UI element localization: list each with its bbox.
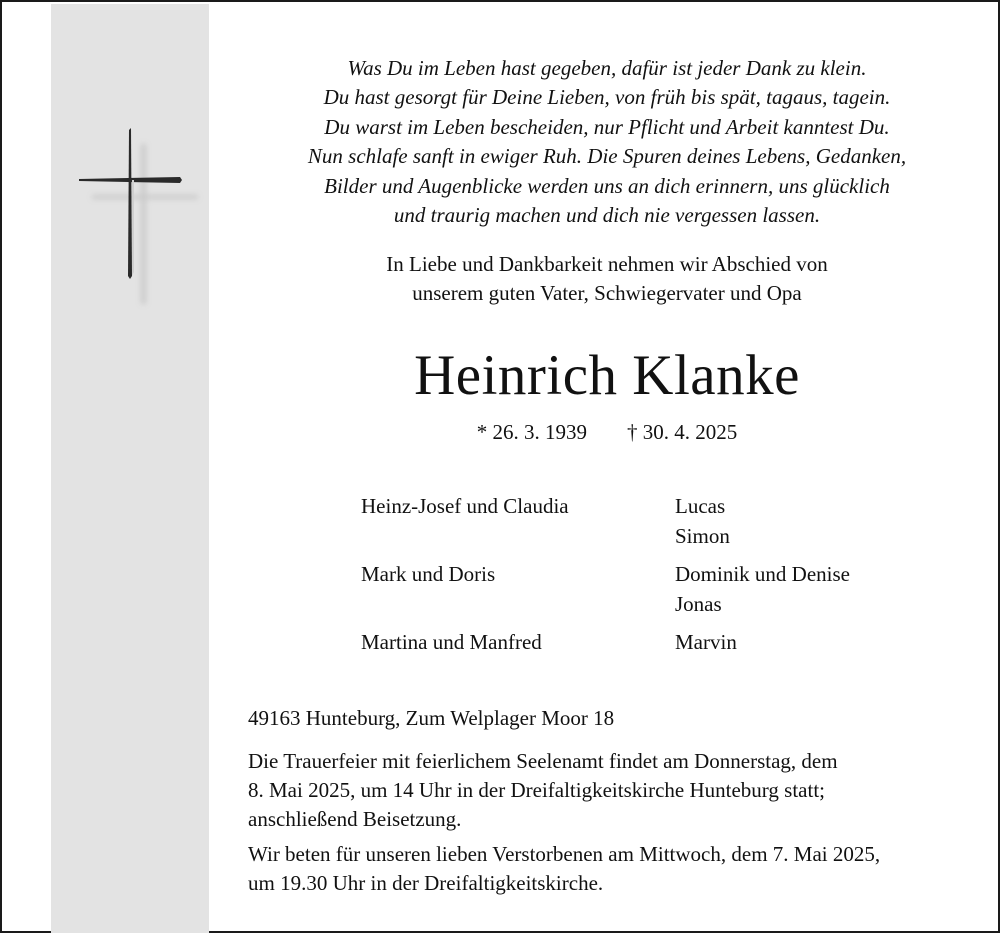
- family-children: [675, 559, 850, 619]
- family-children: [675, 627, 737, 657]
- family-row: [361, 559, 850, 619]
- grandchild: Marvin: [675, 630, 737, 654]
- death-date: † 30. 4. 2025: [627, 420, 738, 444]
- poem: [242, 54, 972, 230]
- life-dates: [242, 417, 972, 447]
- funeral-line: Die Trauerfeier mit feierlichem Seelenamt findet am Donnerstag, dem: [248, 749, 838, 773]
- funeral-line: anschließend Beisetzung.: [248, 807, 462, 831]
- funeral-line: 8. Mai 2025, um 14 Uhr in der Dreifaltigkeitskirche Hunteburg statt;: [248, 778, 825, 802]
- grandchild: Dominik und Denise: [675, 562, 850, 586]
- grandchild: Jonas: [675, 592, 722, 616]
- family-row: [361, 627, 850, 657]
- grandchild: Lucas: [675, 494, 726, 518]
- poem-line: Nun schlafe sanft in ewiger Ruh. Die Spuren deines Lebens, Gedanken,: [307, 144, 907, 169]
- poem-line: Du hast gesorgt für Deine Lieben, von früh bis spät, tagaus, tagein.: [323, 85, 891, 110]
- funeral-info: [248, 747, 838, 834]
- deceased-name: Heinrich Klanke: [414, 344, 800, 407]
- address: 49163 Hunteburg, Zum Welplager Moor 18: [248, 706, 615, 730]
- family-row: [361, 491, 850, 551]
- family-parents: Martina und Manfred: [361, 630, 542, 654]
- intro-line: In Liebe und Dankbarkeit nehmen wir Abschied von: [386, 252, 828, 276]
- family-parents: Mark und Doris: [361, 562, 496, 586]
- poem-line: Du warst im Leben bescheiden, nur Pflicht und Arbeit kanntest Du.: [324, 114, 890, 139]
- family-list: [361, 491, 850, 657]
- grandchild: Simon: [675, 524, 730, 548]
- intro-line: unserem guten Vater, Schwiegervater und Opa: [412, 281, 802, 306]
- poem-line: Bilder und Augenblicke werden uns an dich erinnern, uns glücklich: [324, 173, 890, 198]
- farewell-intro: [242, 250, 972, 309]
- cross-icon: [72, 122, 212, 312]
- family-children: [675, 491, 730, 551]
- prayer-line: um 19.30 Uhr in der Dreifaltigkeitskirche.: [248, 871, 604, 895]
- poem-line: Was Du im Leben hast gegeben, dafür ist jeder Dank zu klein.: [347, 56, 867, 80]
- birth-date: * 26. 3. 1939: [476, 420, 587, 444]
- prayer-line: Wir beten für unseren lieben Verstorbenen am Mittwoch, dem 7. Mai 2025,: [248, 842, 881, 866]
- prayer-info: [248, 840, 880, 898]
- family-parents: Heinz-Josef und Claudia: [361, 494, 569, 518]
- poem-line: und traurig machen und dich nie vergessen lassen.: [393, 203, 821, 228]
